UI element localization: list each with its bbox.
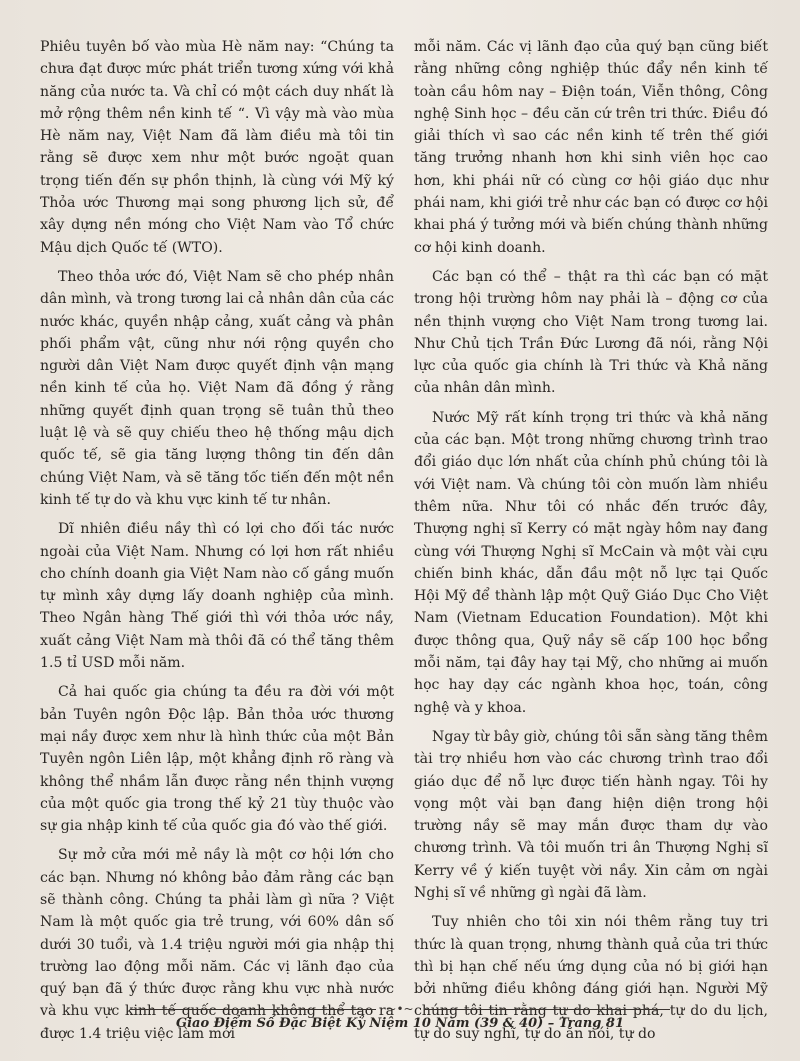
paragraph: Các bạn có thể – thật ra thì các bạn có mặt trong hội trường hôm nay phải là – động cơ của nền thịnh vượng cho Việt Nam trong tương lai. Như Chủ tịch Trần Đức Lương đã nói, rằng Nội lực của quốc gia chính là Tri thức và Khả năng của nhân dân mình. <box>414 268 768 397</box>
left-column <box>40 36 394 1042</box>
footer-divider <box>130 1003 670 1015</box>
paragraph: Cả hai quốc gia chúng ta đều ra đời với một bản Tuyên ngôn Độc lập. Bản thỏa ước thương mại nầy được xem như là hình thức của một Bản Tuyên ngôn Liên lập, một khẳng định rõ ràng và không thể nhầm lẫn được rằng nền thịnh vượng của một quốc gia trong thế kỷ 21 tùy thuộc vào sự gia nhập kinh tế của quốc gia đó vào thế giới. <box>40 684 394 835</box>
divider-line-right <box>424 1009 670 1010</box>
paragraph: Ngay từ bây giờ, chúng tôi sẵn sàng tăng thêm tài trợ nhiều hơn vào các chương trình trao đổi giáo dục để nỗ lực được tiến hành ngay. Tôi hy vọng một vài bạn đang hiện diện trong hội trường nầy sẽ may mắn được tham dự vào chương trình. Và tôi muốn tri ân Thượng Nghị sĩ Kerry về ý kiến tuyệt vời nầy. Xin cảm ơn ngài Nghị sĩ về những gì ngài đã làm. <box>414 728 768 901</box>
right-column <box>414 36 768 1042</box>
paragraph: Nước Mỹ rất kính trọng tri thức và khả năng của các bạn. Một trong những chương trình trao đổi giáo dục lớn nhất của chính phủ chúng tôi là với Việt nam. Và chúng tôi còn muốn làm nhiều thêm nữa. Như tôi có nhắc đến trước đây, Thượng nghị sĩ Kerry có mặt ngày hôm nay đang cùng với Thượng Nghị sĩ McCain và một vài cựu chiến binh khác, dẫn đầu một nỗ lực tại Quốc Hội Mỹ để thành lập một Quỹ Giáo Dục Cho Việt Nam (Vietnam Education Foundation). Một khi được thông qua, Quỹ nầy sẽ cấp 100 học bổng mỗi năm, tại đây hay tại Mỹ, cho những ai muốn học hay dạy các ngành khoa học, toán, công nghệ và y khoa. <box>414 409 768 716</box>
divider-line-left <box>130 1009 376 1010</box>
page-footer: Giao Điểm Số Đặc Biệt Kỷ Niệm 10 Năm (39 & 40) – Trang 81 <box>176 1016 624 1031</box>
ornament-icon: ~•~ <box>386 1002 414 1016</box>
paragraph: Tuy nhiên cho tôi xin nói thêm rằng tuy tri thức là quan trọng, nhưng thành quả của tri thức thì bị hạn chế nếu ứng dụng của nó bị giới hạn bởi những điều không đáng giới hạn. Người Mỹ chúng tôi tin rằng tự do khai phá, tự do du lịch, tự do suy nghĩ, tự do ăn nói, tự do <box>414 914 768 1042</box>
paragraph: Dĩ nhiên điều nầy thì có lợi cho đối tác nước ngoài của Việt Nam. Nhưng có lợi hơn rất nhiều cho chính doanh gia Việt Nam nào cố gắng muốn tự mình xây dựng lấy doanh nghiệp của mình. Theo Ngân hàng Thế giới thì với thỏa ước nầy, xuất cảng Việt Nam mà thôi đã có thể tăng thêm 1.5 tỉ USD mỗi năm. <box>40 521 394 672</box>
paragraph: Sự mở cửa mới mẻ nầy là một cơ hội lớn cho các bạn. Nhưng nó không bảo đảm rằng các bạn sẽ thành công. Chúng ta phải làm gì nữa ? Việt Nam là một quốc gia trẻ trung, với 60% dân số dưới 30 tuổi, và 1.4 triệu người mới gia nhập thị trường lao động mỗi năm. Các vị lãnh đạo của quý bạn đã ý thức được rằng khu vực nhà nước và khu vực kinh tế quốc doanh không thể tạo ra được 1.4 triệu việc làm mới <box>40 847 394 1042</box>
paragraph: Phiêu tuyên bố vào mùa Hè năm nay: “Chúng ta chưa đạt được mức phát triển tương xứng với khả năng của nước ta. Và chỉ có một cách duy nhất là mở rộng thêm nền kinh tế “. Vì vậy mà vào mùa Hè năm nay, Việt Nam đã làm điều mà tôi tin rằng sẽ được xem như một bước ngoặt quan trọng tiến đến sự phồn thịnh, là cùng với Mỹ ký Thỏa ước Thương mại song phương lịch sử, để xây dựng nền móng cho Việt Nam vào Tổ chức Mậu dịch Quốc tế (WTO). <box>40 39 394 256</box>
paragraph: mỗi năm. Các vị lãnh đạo của quý bạn cũng biết rằng những công nghiệp thúc đẩy nền kinh tế toàn cầu hôm nay – Điện toán, Viễn thông, Công nghệ Sinh học – đều căn cứ trên tri thức. Điều đó giải thích vì sao các nền kinh tế trên thế giới tăng trưởng nhanh hơn khi sinh viên học cao hơn, khi phái nữ có cùng cơ hội giáo dục như phái nam, khi giới trẻ như các bạn có được cơ hội khai phá ý tưởng mới và biến chúng thành những cơ hội kinh doanh. <box>414 39 768 256</box>
paragraph: Theo thỏa ước đó, Việt Nam sẽ cho phép nhân dân mình, và trong tương lai cả nhân dân của các nước khác, quyền nhập cảng, xuất cảng và phân phối phẩm vật, cũng như nới rộng quyền cho người dân Việt Nam được quyết định vận mạng nền kinh tế của họ. Việt Nam đã đồng ý rằng những quyết định quan trọng sẽ tuân thủ theo luật lệ và sẽ quy chiếu theo hệ thống mậu dịch quốc tế, sẽ gia tăng lượng thông tin đến dân chúng Việt Nam, và sẽ tăng tốc tiến đến một nền kinh tế tự do và khu vực kinh tế tư nhân. <box>40 268 394 508</box>
